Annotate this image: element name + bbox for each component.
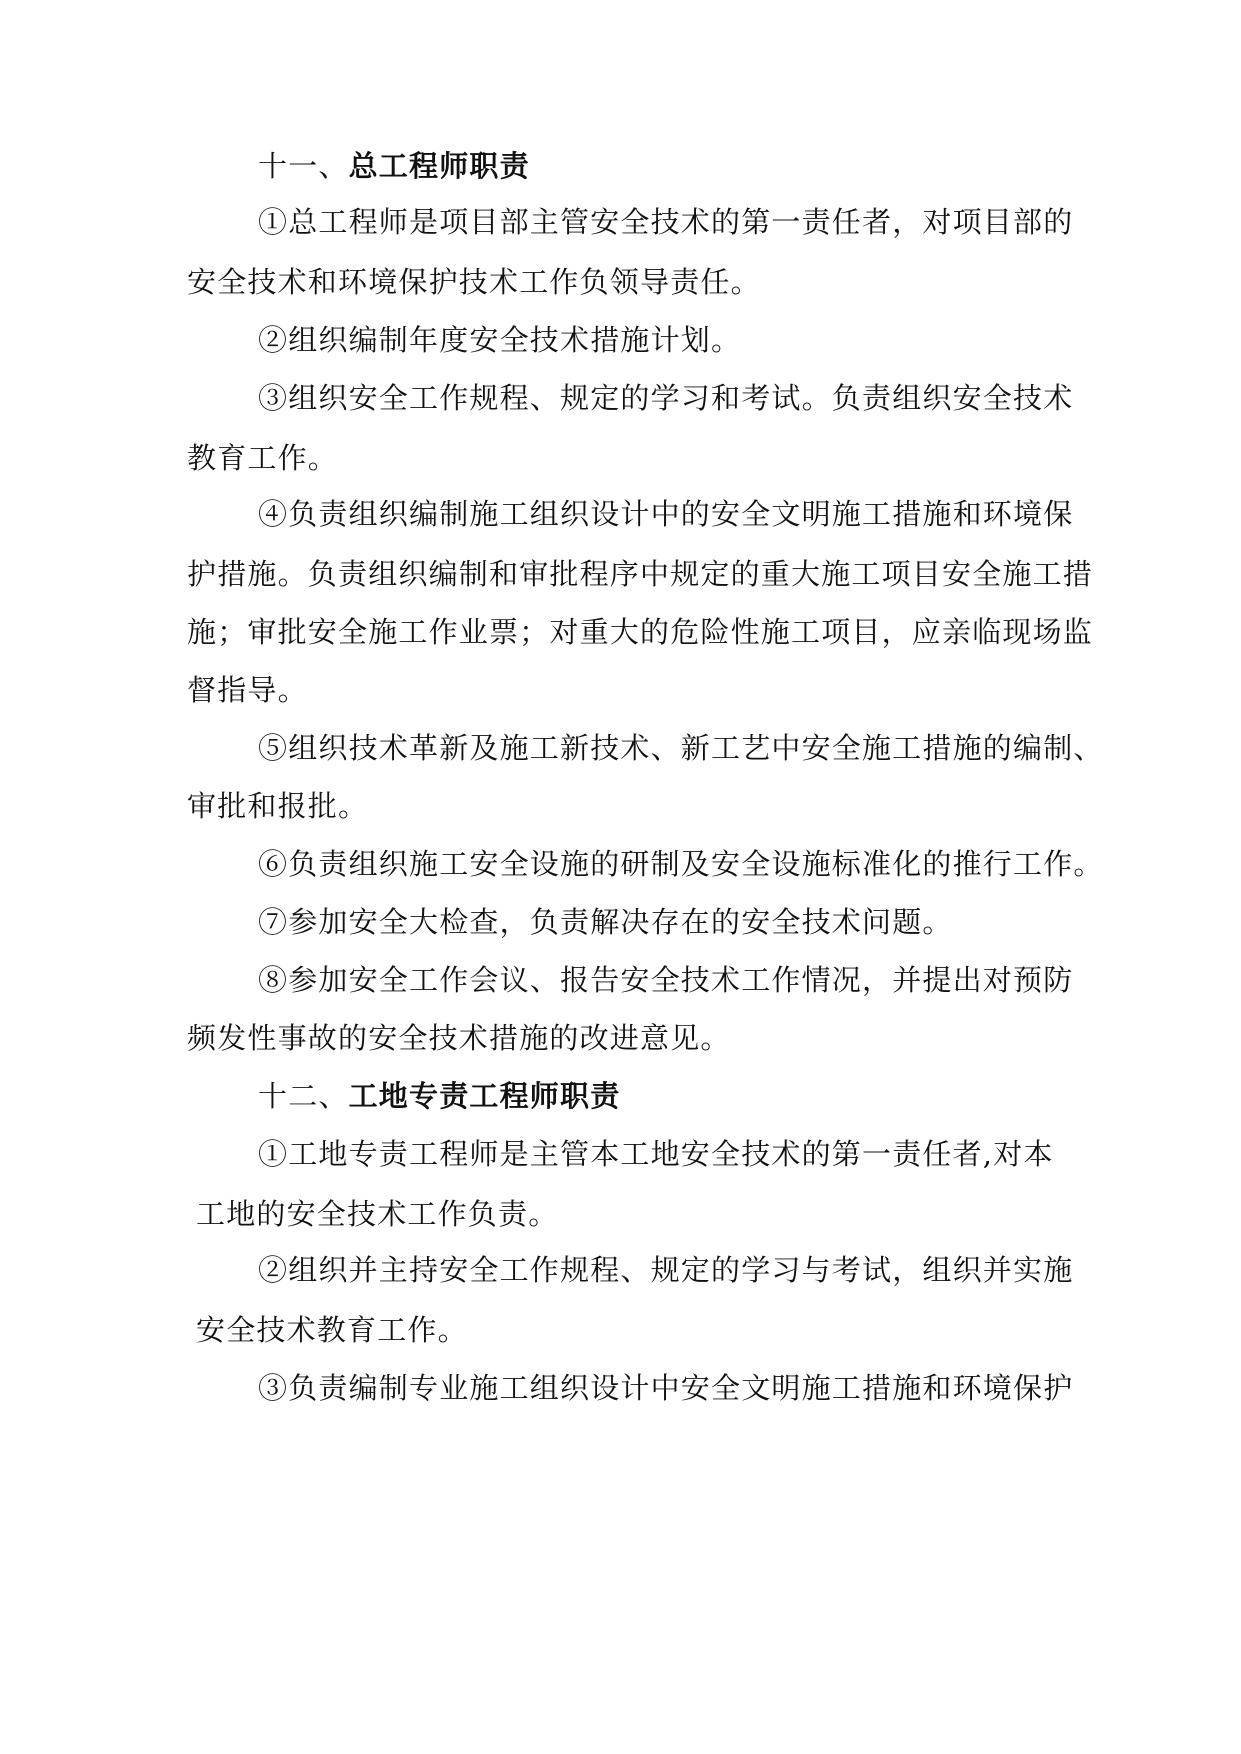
paragraph-line: ①工地专责工程师是主管本工地安全技术的第一责任者,对本 [258, 1137, 1054, 1171]
section-title: 工地专责工程师职责 [348, 1079, 621, 1113]
section-heading [258, 146, 530, 186]
paragraph-line: 护措施。负责组织编制和审批程序中规定的重大施工项目安全施工措 [187, 557, 1094, 591]
section-heading [258, 1076, 620, 1116]
paragraph-line: ③组织安全工作规程、规定的学习和考试。负责组织安全技术 [258, 381, 1074, 415]
paragraph-line: ⑤组织技术革新及施工新技术、新工艺中安全施工措施的编制、 [258, 731, 1104, 765]
paragraph-line: 审批和报批。 [187, 789, 369, 823]
paragraph-line: 督指导。 [187, 673, 308, 707]
section-number: 十一、 [258, 149, 349, 183]
paragraph-line: ⑥负责组织施工安全设施的研制及安全设施标准化的推行工作。 [258, 847, 1104, 881]
paragraph-line: ③负责编制专业施工组织设计中安全文明施工措施和环境保护 [258, 1371, 1074, 1405]
paragraph-line: ①总工程师是项目部主管安全技术的第一责任者，对项目部的 [258, 205, 1074, 239]
paragraph-line: 教育工作。 [187, 441, 339, 475]
paragraph-line: ④负责组织编制施工组织设计中的安全文明施工措施和环境保 [258, 497, 1074, 531]
paragraph-line: ②组织并主持安全工作规程、规定的学习与考试，组织并实施 [258, 1253, 1074, 1287]
section-number: 十二、 [258, 1079, 349, 1113]
paragraph-line: ⑧参加安全工作会议、报告安全技术工作情况，并提出对预防 [258, 963, 1074, 997]
paragraph-line: ②组织编制年度安全技术措施计划。 [258, 323, 742, 357]
paragraph-line: 安全技术和环境保护技术工作负领导责任。 [187, 265, 761, 299]
paragraph-line: 施；审批安全施工作业票；对重大的危险性施工项目，应亲临现场监 [187, 615, 1094, 649]
section-title: 总工程师职责 [348, 149, 530, 183]
paragraph-line: 安全技术教育工作。 [196, 1313, 468, 1347]
paragraph-line: 工地的安全技术工作负责。 [196, 1197, 559, 1231]
paragraph-line: 频发性事故的安全技术措施的改进意见。 [187, 1021, 731, 1055]
paragraph-line: ⑦参加安全大检查，负责解决存在的安全技术问题。 [258, 905, 953, 939]
